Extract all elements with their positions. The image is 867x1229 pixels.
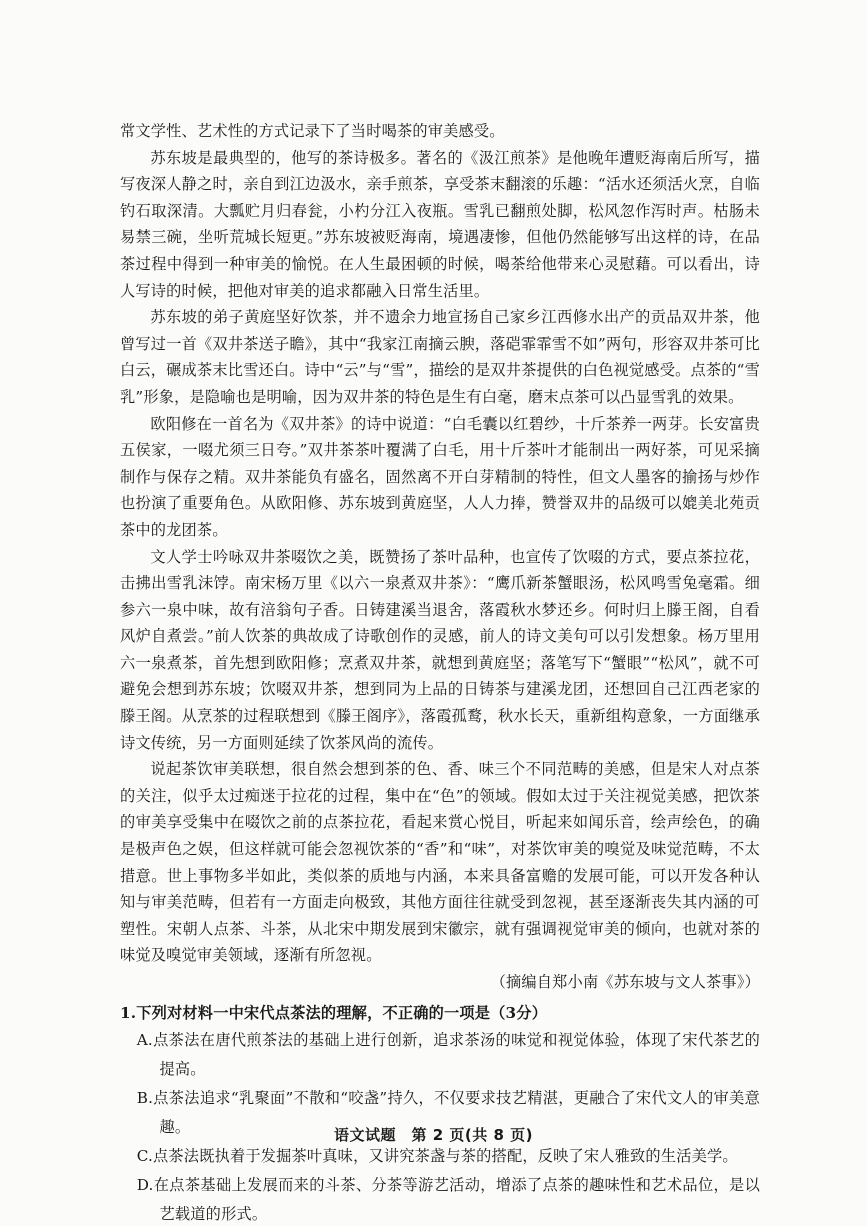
option-d: D.在点茶基础上发展而来的斗茶、分茶等游艺活动，增添了点茶的趣味性和艺术品位，是以艺载道的形式。: [136, 1176, 760, 1224]
paragraph-yang-wanli: 文人学士吟咏双井茶啜饮之美，既赞扬了茶叶品种，也宣传了饮啜的方式，要点茶拉花，击拂出雪乳沫饽。南宋杨万里《以六一泉煮双井茶》：“鹰爪新茶蟹眼汤，松风鸣雪兔毫霜。细参六一泉中味，故有涪翁句子香。日铸建溪当退舍，落霞秋水梦还乡。何时归上滕王阁，自看风炉自煮尝。”前人饮茶的典故成了诗歌创作的灵感，前人的诗文美句可以引发想象。杨万里用六一泉煮茶，首先想到欧阳修；烹煮双井茶，就想到黄庭坚；落笔写下“蟹眼”“松风”，就不可避免会想到苏东坡；饮啜双井茶，想到同为上品的日铸茶与建溪龙团，还想回自己江西老家的滕王阁。从烹茶的过程联想到《滕王阁序》，落霞孤鹜，秋水长天，重新组构意象，一方面继承诗文传统，另一方面则延续了饮茶风尚的流传。: [120, 547, 760, 752]
paragraph-aesthetics: 说起茶饮审美联想，很自然会想到茶的色、香、味三个不同范畴的美感，但是宋人对点茶的关注，似乎太过痴迷于拉花的过程，集中在“色”的领域。假如太过于关注视觉美感，把饮茶的审美享受集中在啜饮之前的点茶拉花，看起来赏心悦目，听起来如闻乐音，绘声绘色，的确是极声色之娱，但这样就可能会忽视饮茶的“香”和“味”，对茶饮审美的嗅觉及味觉范畴，不太措意。世上事物多半如此，类似茶的质地与内涵，本来具备富赡的发展可能，可以开发各种认知与审美范畴，但若有一方面走向极致，其他方面往往就受到忽视，甚至逐渐丧失其内涵的可塑性。宋朝人点茶、斗茶，从北宋中期发展到宋徽宗，就有强调视觉审美的倾向，也就对茶的味觉及嗅觉审美领域，逐渐有所忽视。: [120, 760, 760, 965]
paragraph-ouyang-xiu: 欧阳修在一首名为《双井茶》的诗中说道：“白毛囊以红碧纱，十斤茶养一两芽。长安富贵五侯家，一啜尤须三日夸。”双井茶茶叶覆满了白毛，用十斤茶叶才能制出一两好茶，可见采摘制作与保存之精。双井茶能负有盛名，固然离不开白芽精制的特性，但文人墨客的揄扬与炒作也扮演了重要角色。从欧阳修、苏东坡到黄庭坚，人人力捧，赞誉双井的品级可以媲美北苑贡茶中的龙团茶。: [120, 414, 760, 539]
paragraph-su-dongpo: 苏东坡是最典型的，他写的茶诗极多。著名的《汲江煎茶》是他晚年遭贬海南后所写，描写夜深人静之时，亲自到江边汲水，亲手煎茶，享受茶末翻滚的乐趣：“活水还须活火烹，自临钓石取深清。大瓢贮月归春瓮，小杓分江入夜瓶。雪乳已翻煎处脚，松风忽作泻时声。枯肠未易禁三碗，坐听荒城长短更。”苏东坡被贬海南，境遇凄惨，但他仍然能够写出这样的诗，在品茶过程中得到一种审美的愉悦。在人生最困顿的时候，喝茶给他带来心灵慰藉。可以看出，诗人写诗的时候，把他对审美的追求都融入日常生活里。: [120, 148, 760, 300]
option-c: C.点茶法既执着于发掘茶叶真味，又讲究茶盏与茶的搭配，反映了宋人雅致的生活美学。: [136, 1147, 738, 1166]
option-b: B.点茶法追求“乳聚面”不散和“咬盏”持久，不仅要求技艺精湛，更融合了宋代文人的审美意趣。: [136, 1089, 760, 1137]
paragraph-continuation: 常文学性、艺术性的方式记录下了当时喝茶的审美感受。: [120, 122, 505, 140]
page-footer: 语文试题 第 2 页(共 8 页): [334, 1126, 533, 1144]
option-a: A.点茶法在唐代煎茶法的基础上进行创新，追求茶汤的味觉和视觉体验，体现了宋代茶艺的提高。: [136, 1031, 760, 1079]
passage-body: [120, 118, 760, 1229]
source-citation: （摘编自郑小南《苏东坡与文人茶事》）: [490, 973, 760, 991]
question-1: [120, 1000, 760, 1229]
question-stem: 1.下列对材料一中宋代点茶法的理解，不正确的一项是（3分）: [120, 1003, 548, 1022]
paragraph-huang-tingjian: 苏东坡的弟子黄庭坚好饮茶，并不遗余力地宣扬自己家乡江西修水出产的贡品双井茶，他曾写过一首《双井茶送子瞻》，其中“我家江南摘云腴，落硙霏霏雪不如”两句，形容双井茶可比白云，碾成茶末比雪还白。诗中“云”与“雪”，描绘的是双井茶提供的白色视觉感受。点茶的“雪乳”形象，是隐喻也是明喻，因为双井茶的特色是生有白毫，磨末点茶可以凸显雪乳的效果。: [120, 308, 760, 406]
